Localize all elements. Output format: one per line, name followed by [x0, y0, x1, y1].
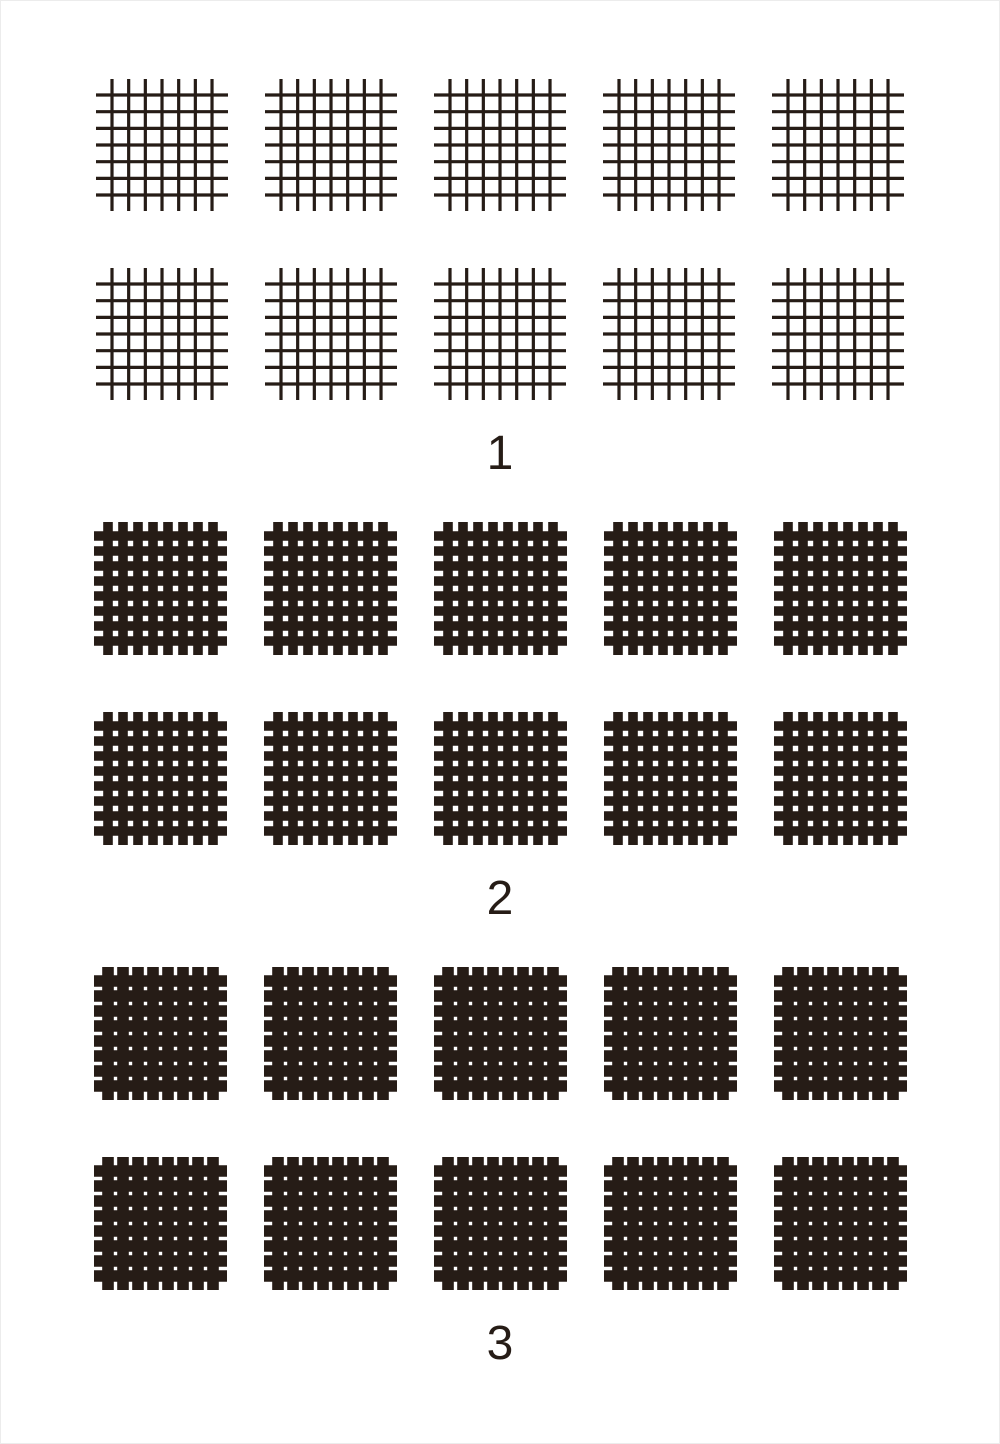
group-label-3: 3 — [486, 1317, 514, 1370]
mesh-tile — [96, 79, 228, 211]
dense-grid-pattern — [264, 1157, 397, 1290]
mesh-tile — [604, 712, 737, 845]
dense-grid-pattern — [94, 967, 227, 1100]
woven-grid-pattern — [774, 522, 907, 655]
mesh-tile — [434, 967, 567, 1100]
woven-grid-pattern — [434, 522, 567, 655]
mesh-tile — [774, 522, 907, 655]
mesh-tile — [434, 1157, 567, 1290]
dense-grid-pattern — [94, 1157, 227, 1290]
mesh-tile — [264, 967, 397, 1100]
mesh-tile — [265, 79, 397, 211]
mesh-tile — [265, 268, 397, 400]
mesh-tile — [434, 268, 566, 400]
mesh-tile — [434, 79, 566, 211]
mesh-tile — [774, 712, 907, 845]
mesh-tile — [603, 268, 735, 400]
open-grid-pattern — [603, 268, 735, 400]
dense-grid-pattern — [604, 1157, 737, 1290]
woven-grid-pattern — [94, 712, 227, 845]
mesh-tile — [774, 967, 907, 1100]
mesh-tile — [434, 522, 567, 655]
dense-grid-pattern — [434, 1157, 567, 1290]
dense-grid-pattern — [604, 967, 737, 1100]
open-grid-pattern — [772, 268, 904, 400]
mesh-tile — [772, 268, 904, 400]
open-grid-pattern — [434, 79, 566, 211]
mesh-tile — [94, 712, 227, 845]
mesh-tile — [603, 79, 735, 211]
open-grid-pattern — [434, 268, 566, 400]
mesh-tile — [264, 712, 397, 845]
open-grid-pattern — [96, 79, 228, 211]
dense-grid-pattern — [774, 967, 907, 1100]
mesh-tile — [434, 712, 567, 845]
mesh-tile — [774, 1157, 907, 1290]
mesh-tile — [264, 1157, 397, 1290]
woven-grid-pattern — [94, 522, 227, 655]
open-grid-pattern — [96, 268, 228, 400]
dense-grid-pattern — [264, 967, 397, 1100]
mesh-tile — [604, 522, 737, 655]
woven-grid-pattern — [434, 712, 567, 845]
open-grid-pattern — [603, 79, 735, 211]
woven-grid-pattern — [604, 522, 737, 655]
tile-grid-2 — [94, 522, 907, 845]
tile-grid-1 — [96, 79, 904, 400]
woven-grid-pattern — [604, 712, 737, 845]
woven-grid-pattern — [264, 712, 397, 845]
mesh-group-1 — [96, 79, 904, 522]
mesh-tile — [94, 967, 227, 1100]
tile-grid-3 — [94, 967, 907, 1290]
group-label-2: 2 — [486, 872, 514, 925]
dense-grid-pattern — [434, 967, 567, 1100]
mesh-tile — [96, 268, 228, 400]
mesh-group-3 — [94, 967, 907, 1412]
open-grid-pattern — [772, 79, 904, 211]
dense-grid-pattern — [774, 1157, 907, 1290]
mesh-tile — [264, 522, 397, 655]
mesh-tile — [94, 522, 227, 655]
open-grid-pattern — [265, 268, 397, 400]
mesh-tile — [604, 967, 737, 1100]
mesh-tile — [94, 1157, 227, 1290]
mesh-group-2 — [94, 522, 907, 967]
woven-grid-pattern — [264, 522, 397, 655]
mesh-tile — [772, 79, 904, 211]
mesh-tile — [604, 1157, 737, 1290]
group-label-1: 1 — [486, 427, 514, 480]
open-grid-pattern — [265, 79, 397, 211]
woven-grid-pattern — [774, 712, 907, 845]
